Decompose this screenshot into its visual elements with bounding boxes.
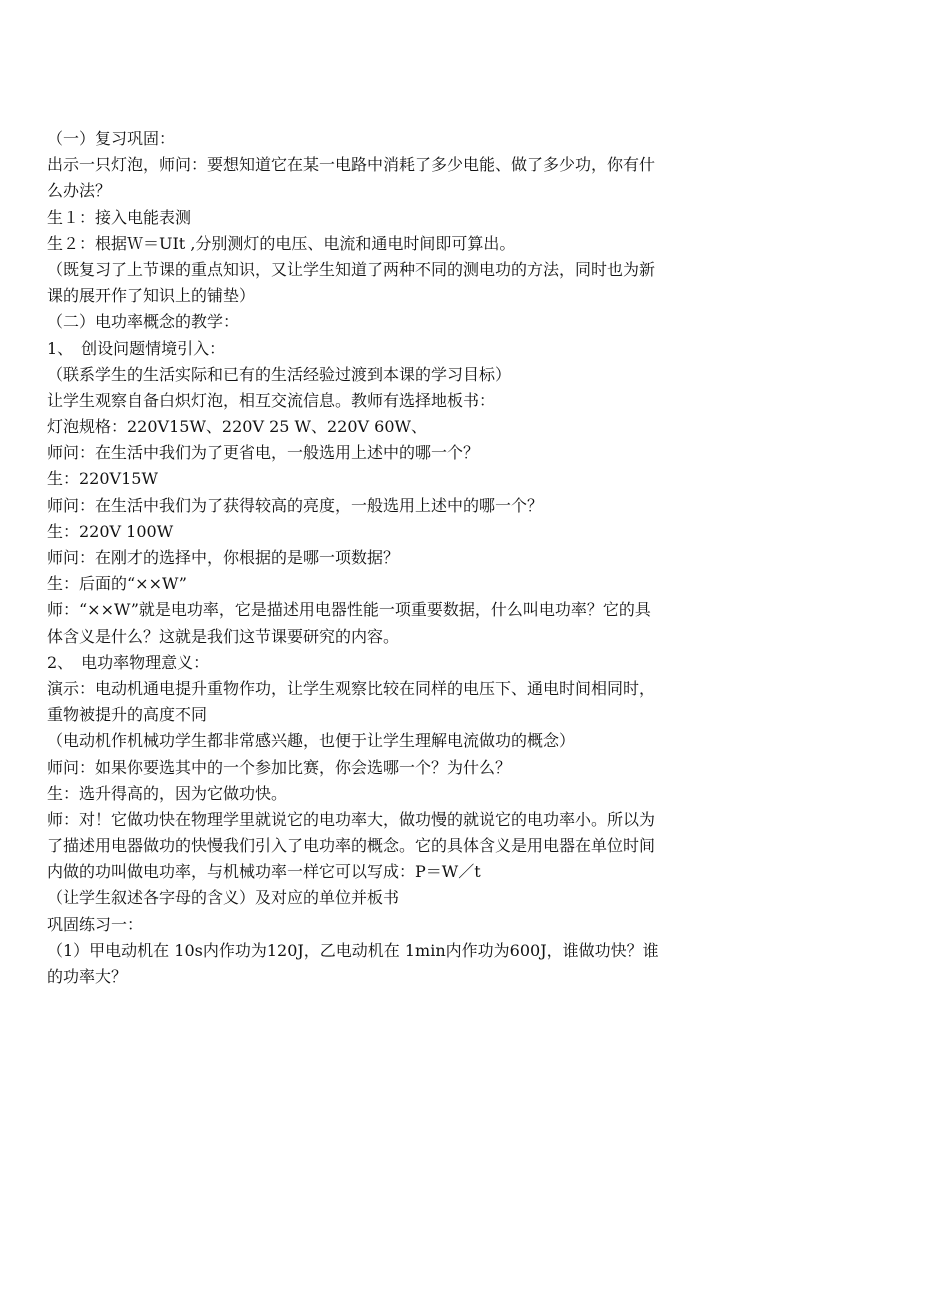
teacher-question: 师问：在生活中我们为了更省电，一般选用上述中的哪一个？ — [47, 443, 480, 463]
teacher-question: 师问：在生活中我们为了获得较高的亮度，一般选用上述中的哪一个？ — [47, 495, 544, 515]
teacher-question: 师问：在刚才的选择中，你根据的是哪一项数据？ — [47, 548, 400, 567]
section-heading-review: （一）复习巩固： — [47, 129, 176, 148]
teaching-note: （电动机作机械功学生都非常感兴趣，也便于让学生理解电流做功的概念） — [47, 731, 576, 751]
paragraph-line: 演示：电动机通电提升重物作功，让学生观察比较在同样的电压下、通电时间相同时， — [47, 678, 656, 698]
paragraph-line: 体含义是什么？这就是我们这节课要研究的内容。 — [47, 626, 400, 646]
teaching-note: （让学生叙述各字母的含义）及对应的单位并板书 — [47, 888, 400, 908]
paragraph-line: 出示一只灯泡，师问：要想知道它在某一电路中消耗了多少电能、做了多少功，你有什 — [47, 155, 656, 175]
exercise-question: （1）甲电动机在 10s内作功为120J，乙电动机在 1min内作功为600J，谁做功快？谁 — [47, 940, 659, 960]
teacher-question: 师问：如果你要选其中的一个参加比赛，你会选哪一个？为什么？ — [47, 757, 512, 777]
subsection-heading: 1、 创设问题情境引入： — [47, 338, 226, 358]
student-answer: 生：220V 100W — [47, 521, 174, 541]
paragraph-line: 么办法？ — [47, 181, 112, 201]
section-heading-concept: （二）电功率概念的教学： — [47, 312, 240, 332]
student-answer: 生１：接入电能表测 — [47, 207, 192, 227]
paragraph-line: 让学生观察自备白炽灯泡，相互交流信息。教师有选择地板书： — [47, 390, 496, 410]
paragraph-line: 了描述用电器做功的快慢我们引入了电功率的概念。它的具体含义是用电器在单位时间 — [47, 836, 656, 856]
exercise-heading: 巩固练习一： — [47, 914, 144, 934]
formula-line: 内做的功叫做电功率，与机械功率一样它可以写成：P＝W／t — [47, 862, 481, 882]
paragraph-line: 重物被提升的高度不同 — [47, 705, 208, 725]
teaching-note: （既复习了上节课的重点知识，又让学生知道了两种不同的测电功的方法，同时也为新 — [47, 259, 656, 279]
exercise-question: 的功率大？ — [47, 967, 128, 986]
student-answer: 生：选升得高的，因为它做功快。 — [47, 783, 288, 803]
paragraph-line: 师：对！它做功快在物理学里就说它的电功率大，做功慢的就说它的电功率小。所以为 — [47, 809, 656, 829]
student-answer: 生：后面的“××W” — [47, 574, 187, 594]
teaching-note: 课的展开作了知识上的铺垫） — [47, 286, 256, 306]
paragraph-line: 师：“××W”就是电功率，它是描述用电器性能一项重要数据，什么叫电功率？它的具 — [47, 600, 651, 620]
student-answer: 生：220V15W — [47, 469, 158, 489]
document-body — [47, 126, 777, 990]
subsection-heading: 2、 电功率物理意义： — [47, 652, 210, 672]
paragraph-line: 灯泡规格：220V15W、220V 25 W、220V 60W、 — [47, 417, 427, 437]
student-answer: 生２：根据Ｗ＝UIt ,分别测灯的电压、电流和通电时间即可算出。 — [47, 233, 516, 253]
teaching-note: （联系学生的生活实际和已有的生活经验过渡到本课的学习目标） — [47, 364, 512, 384]
